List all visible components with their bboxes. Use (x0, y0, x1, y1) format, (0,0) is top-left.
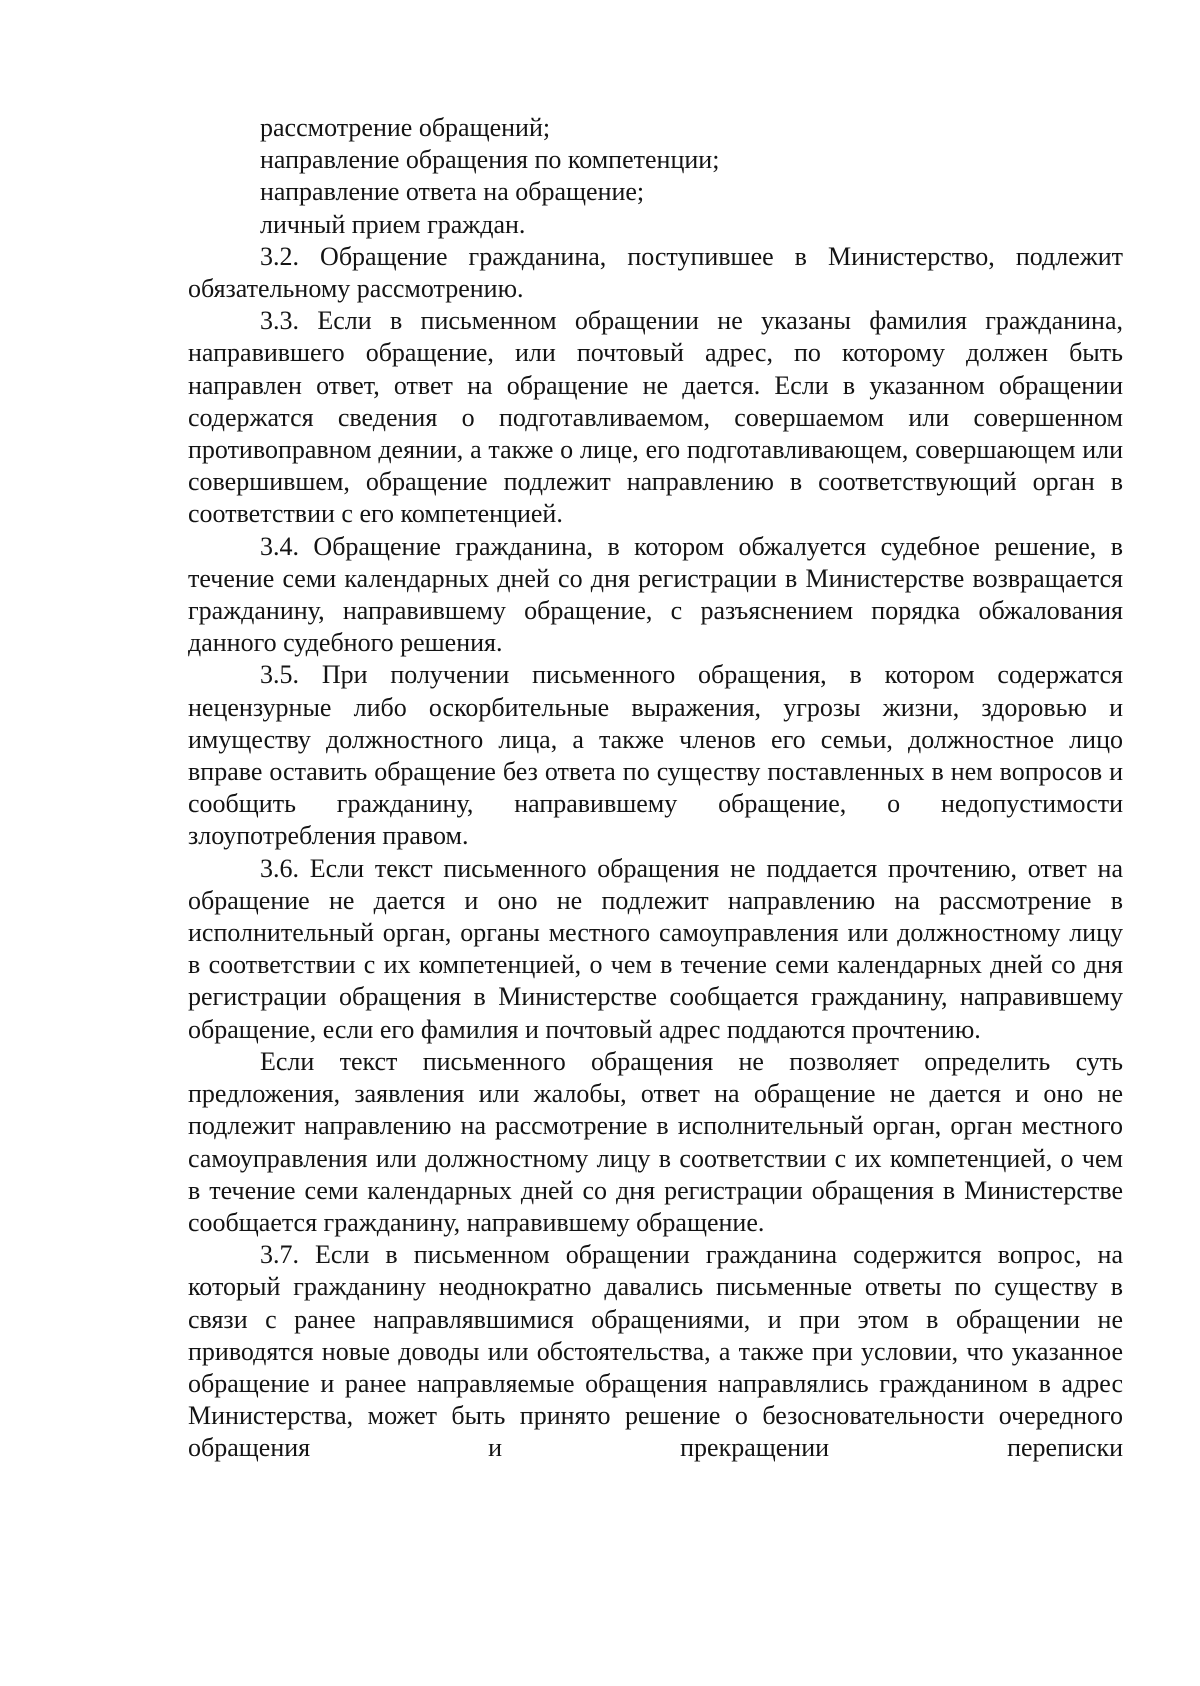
paragraph-3-7: 3.7. Если в письменном обращении гражданина содержится вопрос, на который гражданину неоднократно давались письменные ответы по существу в связи с ранее направлявшимися обращениями, и при этом в обращении не приводятся новые доводы или обстоятельства, а также при условии, что указанное обращение и ранее направляемые обращения направлялись гражданином в адрес Министерства, может быть принято решение о безосновательности очередного обращения и прекращении переписки (188, 1240, 1123, 1463)
list-item: личный прием граждан. (260, 209, 526, 239)
paragraph-3-5: 3.5. При получении письменного обращения, в котором содержатся нецензурные либо оскорбительные выражения, угрозы жизни, здоровью и имуществу должностного лица, а также членов его семьи, должностное лицо вправе оставить обращение без ответа по существу поставленных в нем вопросов и сообщить гражданину, направившему обращение, о недопустимости злоупотребления правом. (188, 660, 1123, 851)
list-item: рассмотрение обращений; (260, 113, 551, 142)
paragraph-3-3: 3.3. Если в письменном обращении не указаны фамилия гражданина, направившего обращение, или почтовый адрес, по которому должен быть направлен ответ, ответ на обращение не дается. Если в указанном обращении содержатся сведения о подготавливаемом, совершаемом или совершенном противоправном деянии, а также о лице, его подготавливающем, совершающем или совершившем, обращение подлежит направлению в соответствующий орган в соответствии с его компетенцией. (188, 306, 1123, 529)
document-body (188, 112, 1123, 1465)
list-item: направление ответа на обращение; (260, 177, 645, 207)
list-item: направление обращения по компетенции; (260, 145, 720, 175)
paragraph-3-6-continued: Если текст письменного обращения не позволяет определить суть предложения, заявления или жалобы, ответ на обращение не дается и оно не подлежит направлению на рассмотрение в исполнительный орган, орган местного самоуправления или должностному лицу в соответствии с их компетенцией, о чем в течение семи календарных дней со дня регистрации обращения в Министерстве сообщается гражданину, направившему обращение. (188, 1046, 1123, 1237)
paragraph-3-6: 3.6. Если текст письменного обращения не поддается прочтению, ответ на обращение не дается и оно не подлежит направлению на рассмотрение в исполнительный орган, органы местного самоуправления или должностному лицу в соответствии с их компетенцией, о чем в течение семи календарных дней со дня регистрации обращения в Министерстве сообщается гражданину, направившему обращение, если его фамилия и почтовый адрес поддаются прочтению. (188, 853, 1123, 1044)
paragraph-3-4: 3.4. Обращение гражданина, в котором обжалуется судебное решение, в течение семи календарных дней со дня регистрации в Министерстве возвращается гражданину, направившему обращение, с разъяснением порядка обжалования данного судебного решения. (188, 531, 1123, 658)
paragraph-3-2: 3.2. Обращение гражданина, поступившее в Министерство, подлежит обязательному рассмотрению. (188, 241, 1123, 304)
